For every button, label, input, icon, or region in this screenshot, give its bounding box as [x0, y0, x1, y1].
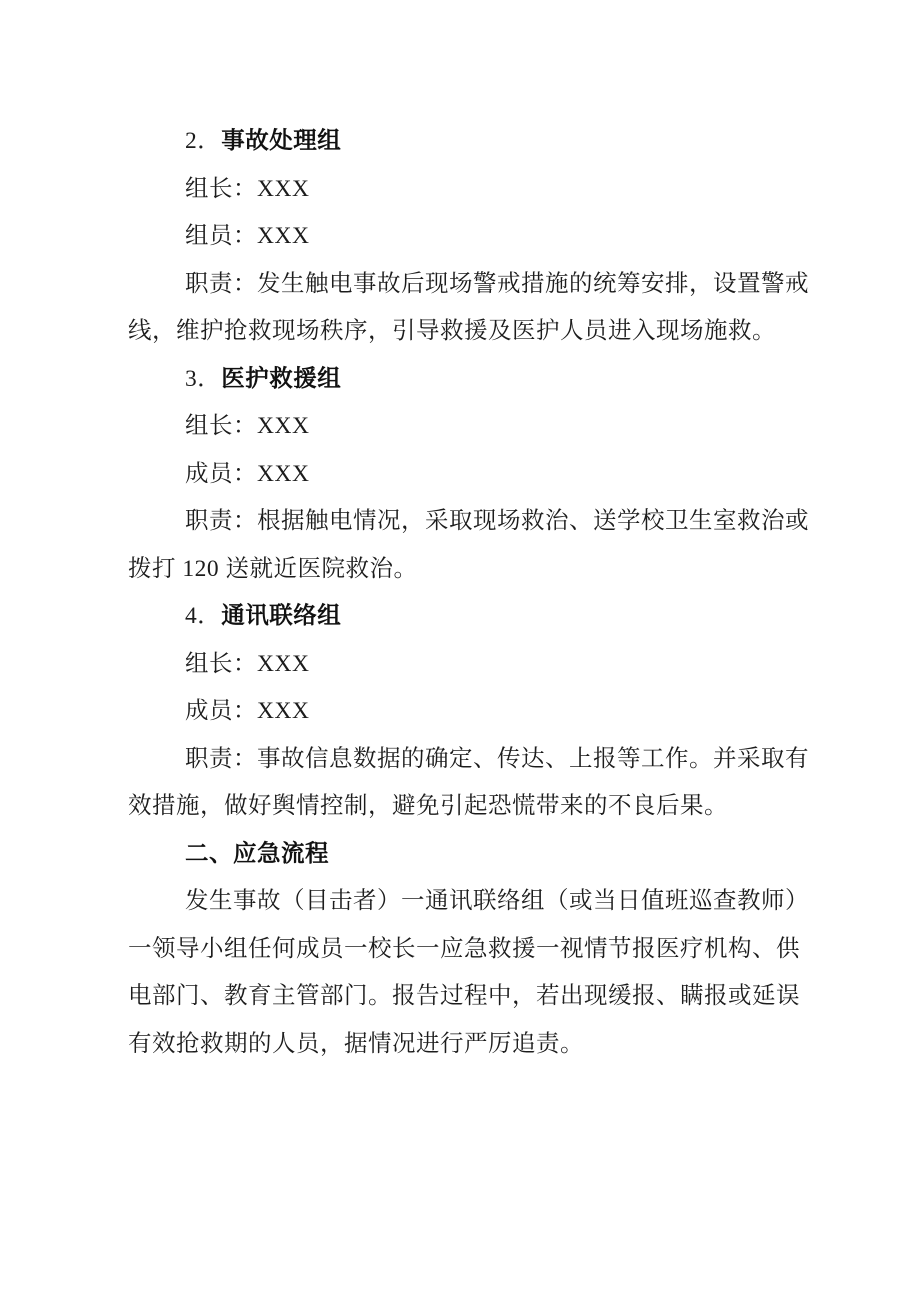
document-line: [128, 213, 800, 261]
document-line: [128, 593, 800, 641]
document-line: [128, 926, 800, 974]
body-text-run: 组员：XXX: [185, 223, 310, 249]
body-text-run: 组长：XXX: [185, 413, 310, 439]
body-text-run: 成员：XXX: [185, 698, 310, 724]
heading-text-run: 通讯联络组: [221, 603, 342, 629]
document-line: [128, 736, 809, 784]
document-line: [128, 451, 800, 499]
heading-text-run: 二、应急流程: [185, 840, 329, 867]
document-line: [128, 688, 800, 736]
document-line: [128, 783, 800, 831]
document-line: [128, 166, 800, 214]
body-text-run: 4．: [185, 603, 222, 629]
body-text-run: 职责：事故信息数据的确定、传达、上报等工作。并采取有: [185, 745, 809, 772]
document-line: [128, 356, 800, 404]
body-text-run: 发生事故（目击者）一通讯联络组（或当日值班巡查教师）: [185, 888, 809, 914]
document-line: [128, 831, 800, 879]
document-line: [128, 973, 800, 1021]
body-text-run: 组长：XXX: [185, 175, 310, 202]
document-line: [128, 308, 800, 356]
document-line: [128, 498, 809, 546]
document-content: [128, 118, 809, 1068]
document-line: [128, 878, 809, 926]
body-text-run: 效措施，做好舆情控制，避免引起恐慌带来的不良后果。: [128, 793, 728, 819]
body-text-run: 有效抢救期的人员，据情况进行严厉追责。: [128, 1030, 584, 1057]
body-text-run: 职责：发生触电事故后现场警戒措施的统筹安排，设置警戒: [185, 270, 809, 297]
document-line: [128, 118, 800, 166]
body-text-run: 组长：XXX: [185, 650, 310, 677]
body-text-run: 一领导小组任何成员一校长一应急救援一视情节报医疗机构、供: [128, 935, 800, 962]
body-text-run: 成员：XXX: [185, 460, 310, 487]
document-line: [128, 641, 800, 689]
body-text-run: 2．: [185, 128, 222, 154]
body-text-run: 3．: [185, 365, 222, 392]
heading-text-run: 事故处理组: [221, 128, 342, 154]
document-line: [128, 261, 809, 309]
document-line: [128, 546, 800, 594]
body-text-run: 职责：根据触电情况，采取现场救治、送学校卫生室救治或: [185, 508, 809, 534]
body-text-run: 拨打 120 送就近医院救治。: [128, 555, 418, 582]
document-line: [128, 1021, 800, 1069]
document-line: [128, 403, 800, 451]
body-text-run: 线，维护抢救现场秩序，引导救援及医护人员进入现场施救。: [128, 318, 776, 344]
heading-text-run: 医护救援组: [221, 365, 342, 392]
body-text-run: 电部门、教育主管部门。报告过程中，若出现缓报、瞒报或延误: [128, 983, 800, 1009]
